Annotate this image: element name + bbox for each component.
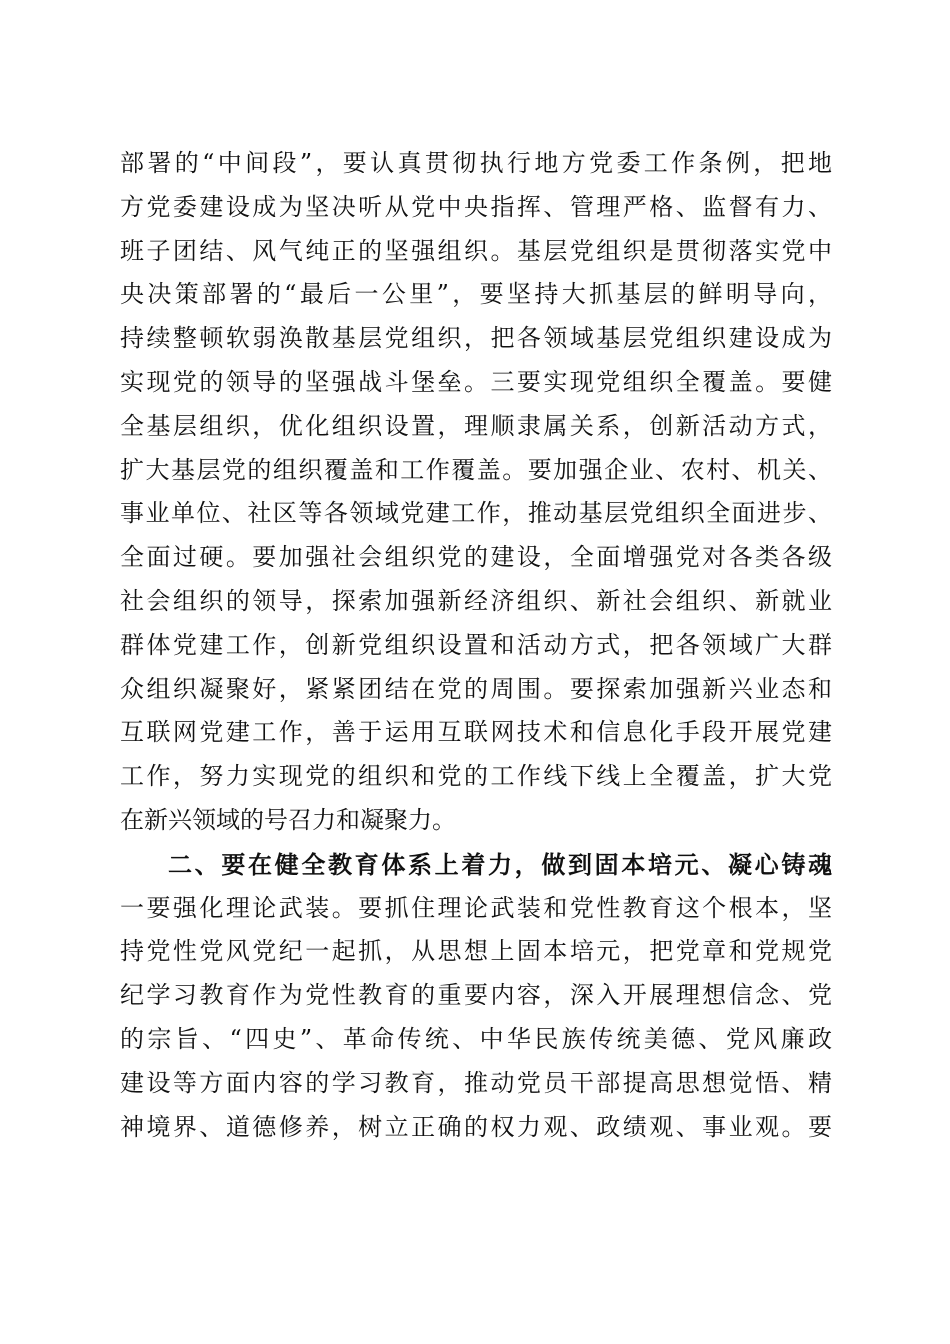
text-line: 央决策部署的“最后一公里”，要坚持大抓基层的鲜明导向， xyxy=(120,280,832,309)
text-line: 神境界、道德修养，树立正确的权力观、政绩观、事业观。要 xyxy=(120,1112,832,1141)
text-line: 社会组织的领导，探索加强新经济组织、新社会组织、新就业 xyxy=(120,586,832,615)
text-line: 实现党的领导的坚强战斗堡垒。三要实现党组织全覆盖。要健 xyxy=(120,367,832,396)
text-line: 群体党建工作，创新党组织设置和活动方式，把各领域广大群 xyxy=(120,630,832,659)
text-line: 工作，努力实现党的组织和党的工作线下线上全覆盖，扩大党 xyxy=(120,762,832,791)
text-line: 持党性党风党纪一起抓，从思想上固本培元，把党章和党规党 xyxy=(120,937,832,966)
section-heading: 二、要在健全教育体系上着力，做到固本培元、凝心铸魂 xyxy=(168,849,832,879)
text-line: 持续整顿软弱涣散基层党组织，把各领域基层党组织建设成为 xyxy=(120,324,832,353)
text-line: 建设等方面内容的学习教育，推动党员干部提高思想觉悟、精 xyxy=(120,1068,832,1097)
text-line: 在新兴领域的号召力和凝聚力。 xyxy=(120,805,456,834)
text-line: 众组织凝聚好，紧紧团结在党的周围。要探索加强新兴业态和 xyxy=(120,674,832,703)
text-line: 全面过硬。要加强社会组织党的建设，全面增强党对各类各级 xyxy=(120,543,832,572)
text-line: 部署的“中间段”，要认真贯彻执行地方党委工作条例，把地 xyxy=(120,149,832,177)
text-line: 班子团结、风气纯正的坚强组织。基层党组织是贯彻落实党中 xyxy=(120,236,832,265)
document-body xyxy=(120,142,832,1149)
text-line: 的宗旨、“四史”、革命传统、中华民族传统美德、党风廉政 xyxy=(120,1024,832,1053)
text-line: 扩大基层党的组织覆盖和工作覆盖。要加强企业、农村、机关、 xyxy=(120,455,832,484)
text-line: 事业单位、社区等各领域党建工作，推动基层党组织全面进步、 xyxy=(120,499,832,528)
text-line: 互联网党建工作，善于运用互联网技术和信息化手段开展党建 xyxy=(120,718,832,747)
text-line: 纪学习教育作为党性教育的重要内容，深入开展理想信念、党 xyxy=(120,981,832,1010)
text-line: 方党委建设成为坚决听从党中央指挥、管理严格、监督有力、 xyxy=(120,192,832,221)
text-line: 一要强化理论武装。要抓住理论武装和党性教育这个根本，坚 xyxy=(120,893,832,922)
text-line: 全基层组织，优化组织设置，理顺隶属关系，创新活动方式， xyxy=(120,411,832,440)
